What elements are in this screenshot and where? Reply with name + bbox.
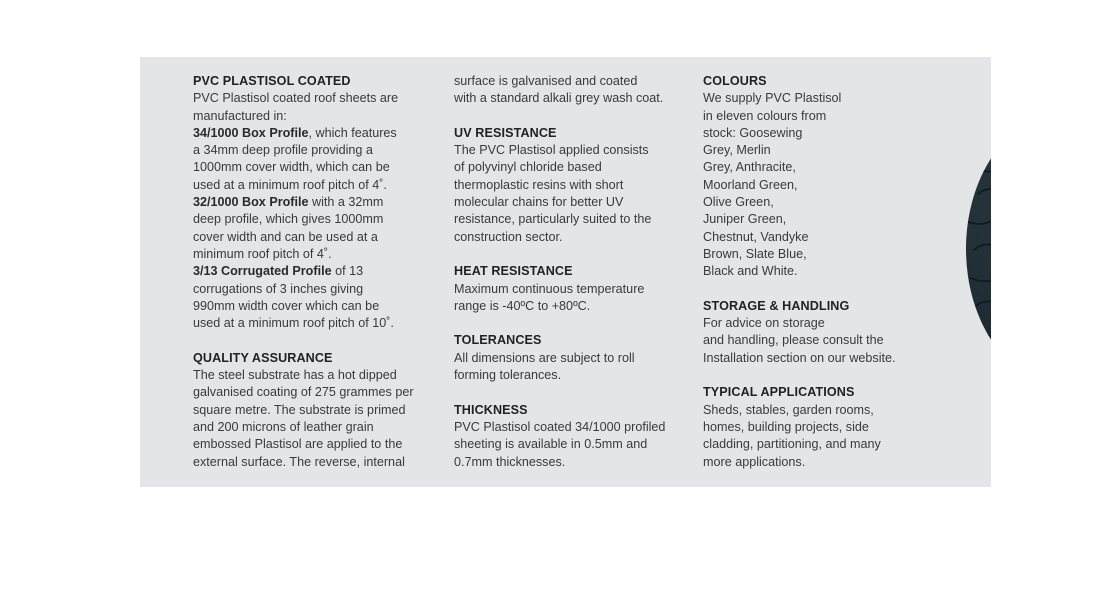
heading-quality-assurance: QUALITY ASSURANCE bbox=[193, 350, 333, 365]
spacer bbox=[703, 367, 943, 384]
column-middle bbox=[454, 73, 699, 471]
text-line: of polyvinyl chloride based bbox=[454, 160, 602, 175]
text-line: Grey, Anthracite, bbox=[703, 160, 796, 175]
text-line: external surface. The reverse, internal bbox=[193, 454, 405, 469]
text-line: Juniper Green, bbox=[703, 212, 787, 227]
text-line: 1000mm cover width, which can be bbox=[193, 160, 390, 175]
text-line: corrugations of 3 inches giving bbox=[193, 281, 364, 296]
text-line: surface is galvanised and coated bbox=[454, 74, 638, 88]
text-line: used at a minimum roof pitch of 4˚. bbox=[193, 177, 387, 192]
heading-colours: COLOURS bbox=[703, 74, 767, 88]
spacer bbox=[703, 281, 943, 298]
heading-heat-resistance: HEAT RESISTANCE bbox=[454, 264, 573, 279]
column-right bbox=[703, 73, 943, 471]
text-fragment: of 13 bbox=[331, 264, 364, 279]
text-line: PVC Plastisol coated roof sheets are bbox=[193, 91, 399, 106]
leather-grain-swatch-icon bbox=[966, 112, 991, 386]
text-line: homes, building projects, side bbox=[703, 419, 869, 434]
text-line: Chestnut, Vandyke bbox=[703, 229, 809, 244]
spacer bbox=[454, 315, 699, 332]
heading-tolerances: TOLERANCES bbox=[454, 333, 542, 348]
text-line: The steel substrate has a hot dipped bbox=[193, 368, 397, 383]
text-line: minimum roof pitch of 4˚. bbox=[193, 246, 332, 261]
text-line: range is -40ºC to +80ºC. bbox=[454, 298, 591, 313]
text-line: and handling, please consult the bbox=[703, 333, 884, 348]
text-line: PVC Plastisol coated 34/1000 profiled bbox=[454, 419, 666, 434]
text-line: in eleven colours from bbox=[703, 108, 827, 123]
text-line: forming tolerances. bbox=[454, 368, 562, 383]
text-line: and 200 microns of leather grain bbox=[193, 419, 374, 434]
text-line: Moorland Green, bbox=[703, 177, 798, 192]
spacer bbox=[454, 246, 699, 263]
text-line: 990mm width cover which can be bbox=[193, 298, 380, 313]
text-line: more applications. bbox=[703, 454, 806, 469]
profile-34-1000-line bbox=[193, 125, 448, 142]
text-line: Sheds, stables, garden rooms, bbox=[703, 402, 874, 417]
profile-32-1000-label: 32/1000 Box Profile bbox=[193, 195, 309, 210]
heading-pvc-plastisol-coated: PVC PLASTISOL COATED bbox=[193, 74, 351, 88]
heading-storage-handling: STORAGE & HANDLING bbox=[703, 298, 850, 313]
text-line: Installation section on our website. bbox=[703, 350, 896, 365]
heading-typical-applications: TYPICAL APPLICATIONS bbox=[703, 385, 855, 400]
text-line: Brown, Slate Blue, bbox=[703, 246, 807, 261]
text-line: The PVC Plastisol applied consists bbox=[454, 143, 649, 158]
text-line: We supply PVC Plastisol bbox=[703, 91, 842, 106]
text-line: For advice on storage bbox=[703, 316, 825, 331]
text-line: Black and White. bbox=[703, 264, 798, 279]
text-line: galvanised coating of 275 grammes per bbox=[193, 385, 414, 400]
text-line: manufactured in: bbox=[193, 108, 287, 123]
heading-uv-resistance: UV RESISTANCE bbox=[454, 125, 557, 140]
text-line: All dimensions are subject to roll bbox=[454, 350, 635, 365]
text-line: sheeting is available in 0.5mm and bbox=[454, 437, 648, 452]
text-line: cladding, partitioning, and many bbox=[703, 437, 881, 452]
spacer bbox=[454, 384, 699, 401]
text-line: resistance, particularly suited to the bbox=[454, 212, 652, 227]
spacer bbox=[193, 332, 448, 349]
text-line: construction sector. bbox=[454, 229, 563, 244]
text-line: thermoplastic resins with short bbox=[454, 177, 624, 192]
text-line: Maximum continuous temperature bbox=[454, 281, 645, 296]
text-line: stock: Goosewing bbox=[703, 125, 803, 140]
text-line: Grey, Merlin bbox=[703, 143, 771, 158]
column-left bbox=[193, 73, 448, 471]
heading-thickness: THICKNESS bbox=[454, 402, 528, 417]
profile-32-1000-line bbox=[193, 194, 448, 211]
text-fragment: , which features bbox=[308, 125, 397, 140]
text-line: used at a minimum roof pitch of 10˚. bbox=[193, 316, 394, 331]
text-line: a 34mm deep profile providing a bbox=[193, 143, 373, 158]
text-line: molecular chains for better UV bbox=[454, 195, 624, 210]
text-fragment: with a 32mm bbox=[308, 195, 384, 210]
corrugated-profile-line bbox=[193, 263, 448, 280]
text-line: deep profile, which gives 1000mm bbox=[193, 212, 384, 227]
text-line: with a standard alkali grey wash coat. bbox=[454, 91, 664, 106]
text-line: embossed Plastisol are applied to the bbox=[193, 437, 403, 452]
corrugated-profile-label: 3/13 Corrugated Profile bbox=[193, 264, 332, 279]
profile-34-1000-label: 34/1000 Box Profile bbox=[193, 125, 309, 140]
text-line: 0.7mm thicknesses. bbox=[454, 454, 566, 469]
text-line: cover width and can be used at a bbox=[193, 229, 378, 244]
spacer bbox=[454, 108, 699, 125]
text-line: square metre. The substrate is primed bbox=[193, 402, 406, 417]
text-line: Olive Green, bbox=[703, 195, 774, 210]
